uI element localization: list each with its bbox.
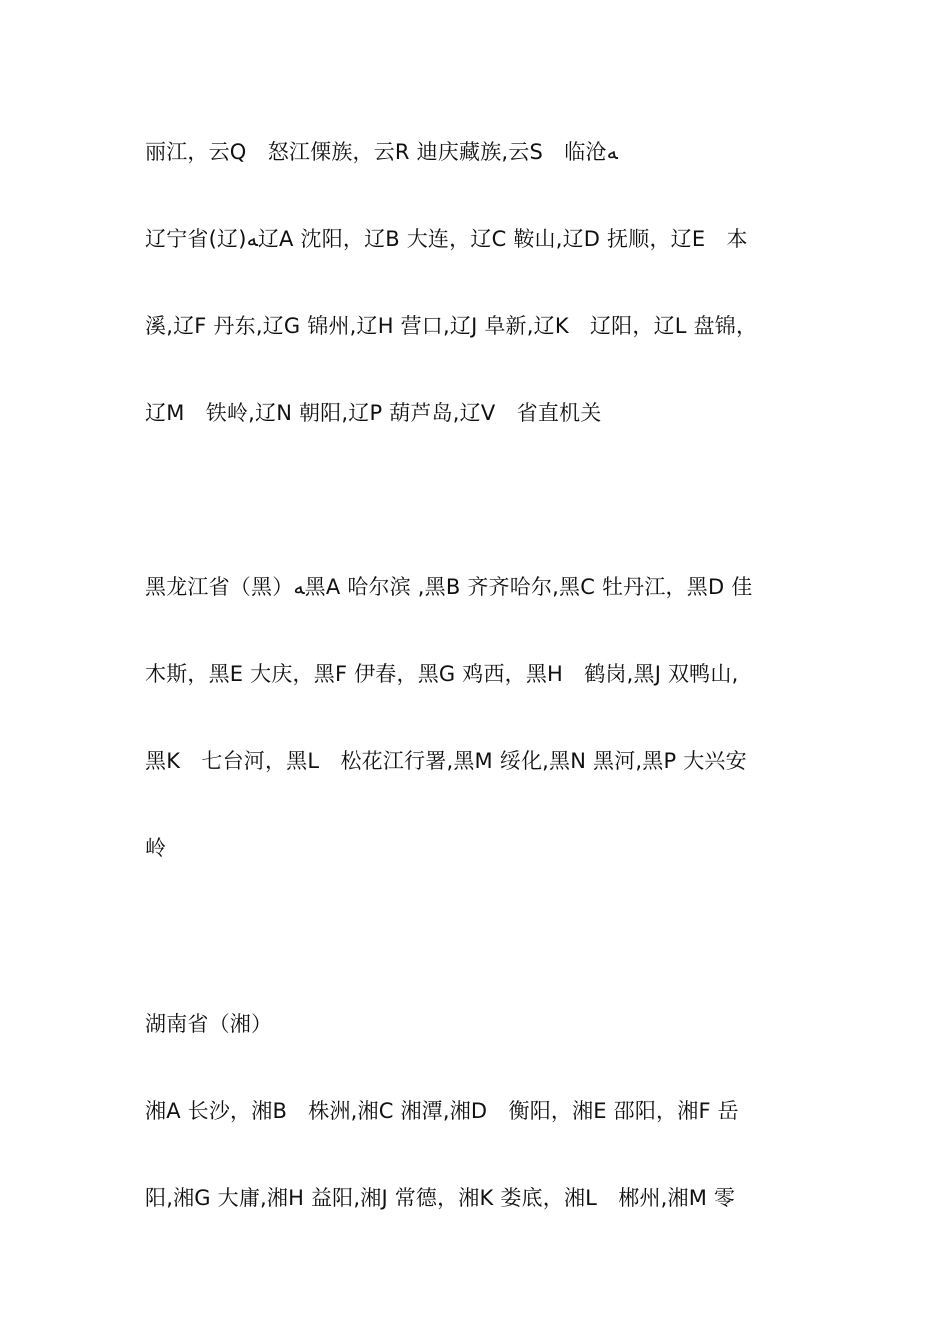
text-line-yunnan-end: 丽江，云Q 怒江傈族，云R 迪庆藏族,云S 临沧ﻪ — [145, 140, 618, 164]
text-line-heilongjiang-3: 黑K 七台河，黑L 松花江行署,黑M 绥化,黑N 黑河,黑P 大兴安 — [145, 749, 747, 773]
text-line-heilongjiang-2: 木斯，黑E 大庆，黑F 伊春，黑G 鸡西，黑H 鹤岗,黑J 双鸭山, — [145, 662, 739, 686]
section-heading-hunan: 湖南省（湘） — [145, 1012, 273, 1036]
text-line-liaoning-2: 溪,辽F 丹东,辽G 锦州,辽H 营口,辽J 阜新,辽K 辽阳，辽L 盘锦， — [145, 314, 758, 338]
text-line-hunan-1: 湘A 长沙，湘B 株洲,湘C 湘潭,湘D 衡阳，湘E 邵阳，湘F 岳 — [145, 1099, 739, 1123]
text-line-liaoning-1: 辽宁省(辽)ﻪ辽A 沈阳，辽B 大连，辽C 鞍山,辽D 抚顺，辽E 本 — [145, 227, 748, 251]
text-line-heilongjiang-1: 黑龙江省（黑）ﻪ黑A 哈尔滨 ,黑B 齐齐哈尔,黑C 牡丹江，黑D 佳 — [145, 575, 753, 599]
text-line-hunan-2: 阳,湘G 大庸,湘H 益阳,湘J 常德，湘K 娄底，湘L 郴州,湘M 零 — [145, 1186, 736, 1210]
text-line-liaoning-3: 辽M 铁岭,辽N 朝阳,辽P 葫芦岛,辽V 省直机关 — [145, 401, 602, 425]
text-line-heilongjiang-4: 岭 — [145, 836, 167, 860]
